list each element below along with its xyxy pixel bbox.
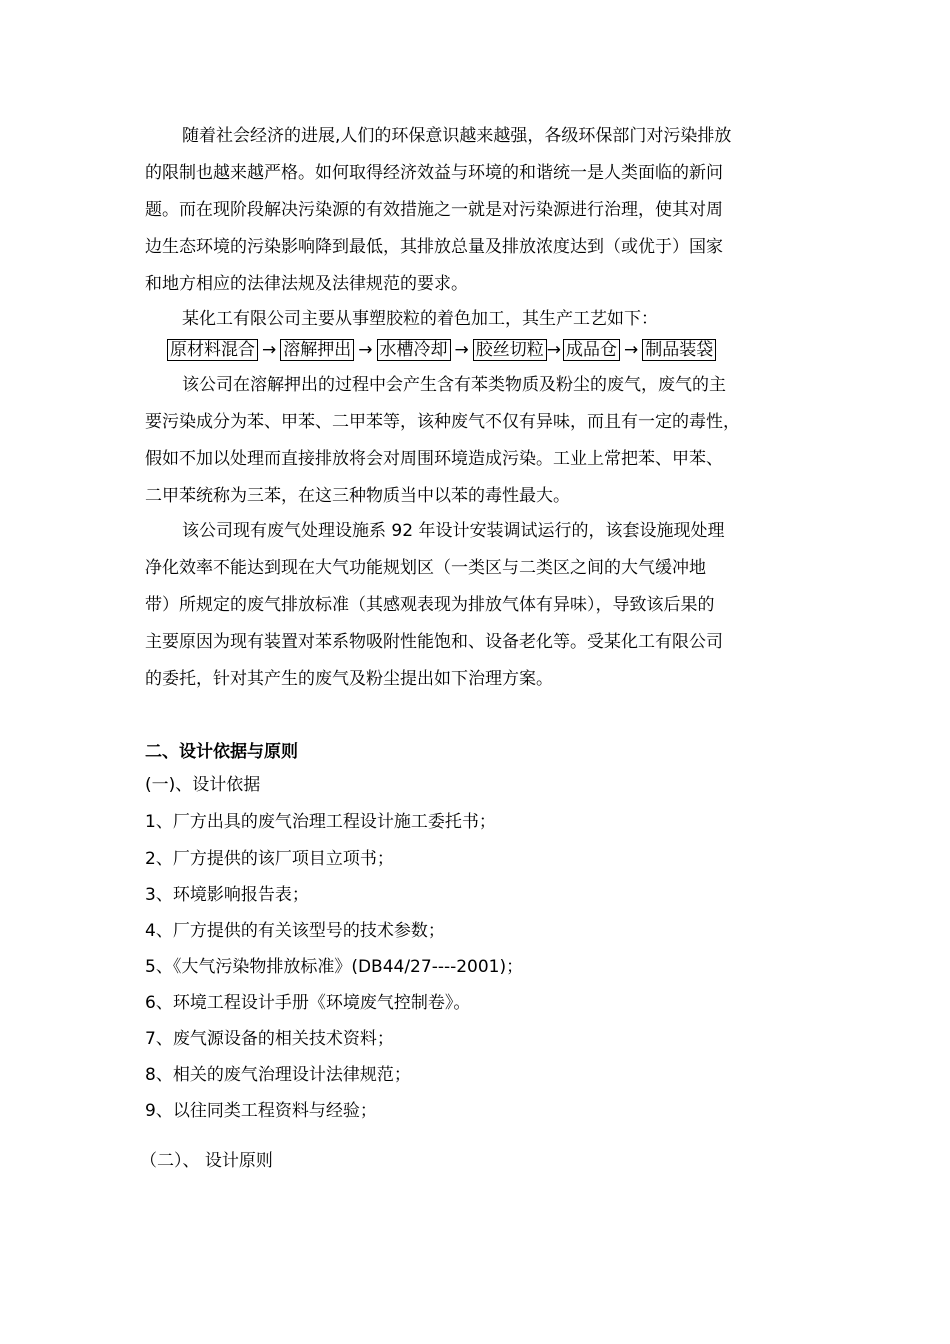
list-item: 3、环境影响报告表； (145, 885, 309, 905)
intro-p3-line-2: 要污染成分为苯、甲苯、二甲苯等，该种废气不仅有异味，而且有一定的毒性， (145, 412, 740, 432)
intro-p4-line-4: 主要原因为现有装置对苯系物吸附性能饱和、设备老化等。受某化工有限公司 (145, 632, 723, 652)
process-step-6: 制品装袋 (642, 339, 716, 361)
process-step-5: 成品仓 (563, 339, 620, 361)
list-item: 4、厂方提供的有关该型号的技术参数； (145, 921, 445, 941)
process-step-1: 原材料混合 (167, 339, 258, 361)
intro-p1-line-1: 随着社会经济的进展,人们的环保意识越来越强，各级环保部门对污染排放 (182, 126, 732, 146)
list-item: 6、环境工程设计手册《环境废气控制卷》。 (145, 993, 471, 1013)
arrow-icon: → (546, 340, 561, 360)
process-step-2: 溶解押出 (280, 339, 354, 361)
process-step-4: 胶丝切粒 (473, 339, 547, 361)
intro-p3-line-1: 该公司在溶解押出的过程中会产生含有苯类物质及粉尘的废气，废气的主 (182, 375, 726, 395)
process-flow (167, 338, 716, 362)
intro-p4-line-2: 净化效率不能达到现在大气功能规划区（一类区与二类区之间的大气缓冲地 (145, 558, 706, 578)
list-item: 5、《大气污染物排放标准》(DB44/27----2001)； (145, 957, 524, 977)
intro-p4-line-3: 带）所规定的废气排放标准（其感观表现为排放气体有异味），导致该后果的 (145, 595, 715, 615)
list-item: 7、废气源设备的相关技术资料； (145, 1029, 394, 1049)
intro-p3-line-3: 假如不加以处理而直接排放将会对周围环境造成污染。工业上常把苯、甲苯、 (145, 449, 723, 469)
list-item: 8、相关的废气治理设计法律规范； (145, 1065, 411, 1085)
intro-p1-line-3: 题。而在现阶段解决污染源的有效措施之一就是对污染源进行治理，使其对周 (145, 200, 723, 220)
list-item: 9、以往同类工程资料与经验； (145, 1101, 377, 1121)
subsection-heading-principles: （二）、 设计原则 (140, 1151, 273, 1171)
intro-p4-line-1: 该公司现有废气处理设施系 92 年设计安装调试运行的，该套设施现处理 (182, 521, 725, 541)
intro-p4-line-5: 的委托，针对其产生的废气及粉尘提出如下治理方案。 (145, 669, 553, 689)
intro-p2: 某化工有限公司主要从事塑胶粒的着色加工，其生产工艺如下： (182, 309, 658, 329)
section-heading: 二、设计依据与原则 (145, 742, 298, 762)
intro-p1-line-2: 的限制也越来越严格。如何取得经济效益与环境的和谐统一是人类面临的新问 (145, 163, 723, 183)
arrow-icon: → (624, 340, 639, 360)
arrow-icon: → (358, 340, 373, 360)
subsection-heading-basis: (一)、设计依据 (145, 775, 261, 795)
process-step-3: 水槽冷却 (377, 339, 451, 361)
list-item: 1、厂方出具的废气治理工程设计施工委托书； (145, 812, 496, 832)
intro-p3-line-4: 二甲苯统称为三苯，在这三种物质当中以苯的毒性最大。 (145, 486, 570, 506)
arrow-icon: → (454, 340, 469, 360)
intro-p1-line-5: 和地方相应的法律法规及法律规范的要求。 (145, 274, 468, 294)
arrow-icon: → (262, 340, 277, 360)
list-item: 2、厂方提供的该厂项目立项书； (145, 849, 394, 869)
intro-p1-line-4: 边生态环境的污染影响降到最低，其排放总量及排放浓度达到（或优于）国家 (145, 237, 723, 257)
